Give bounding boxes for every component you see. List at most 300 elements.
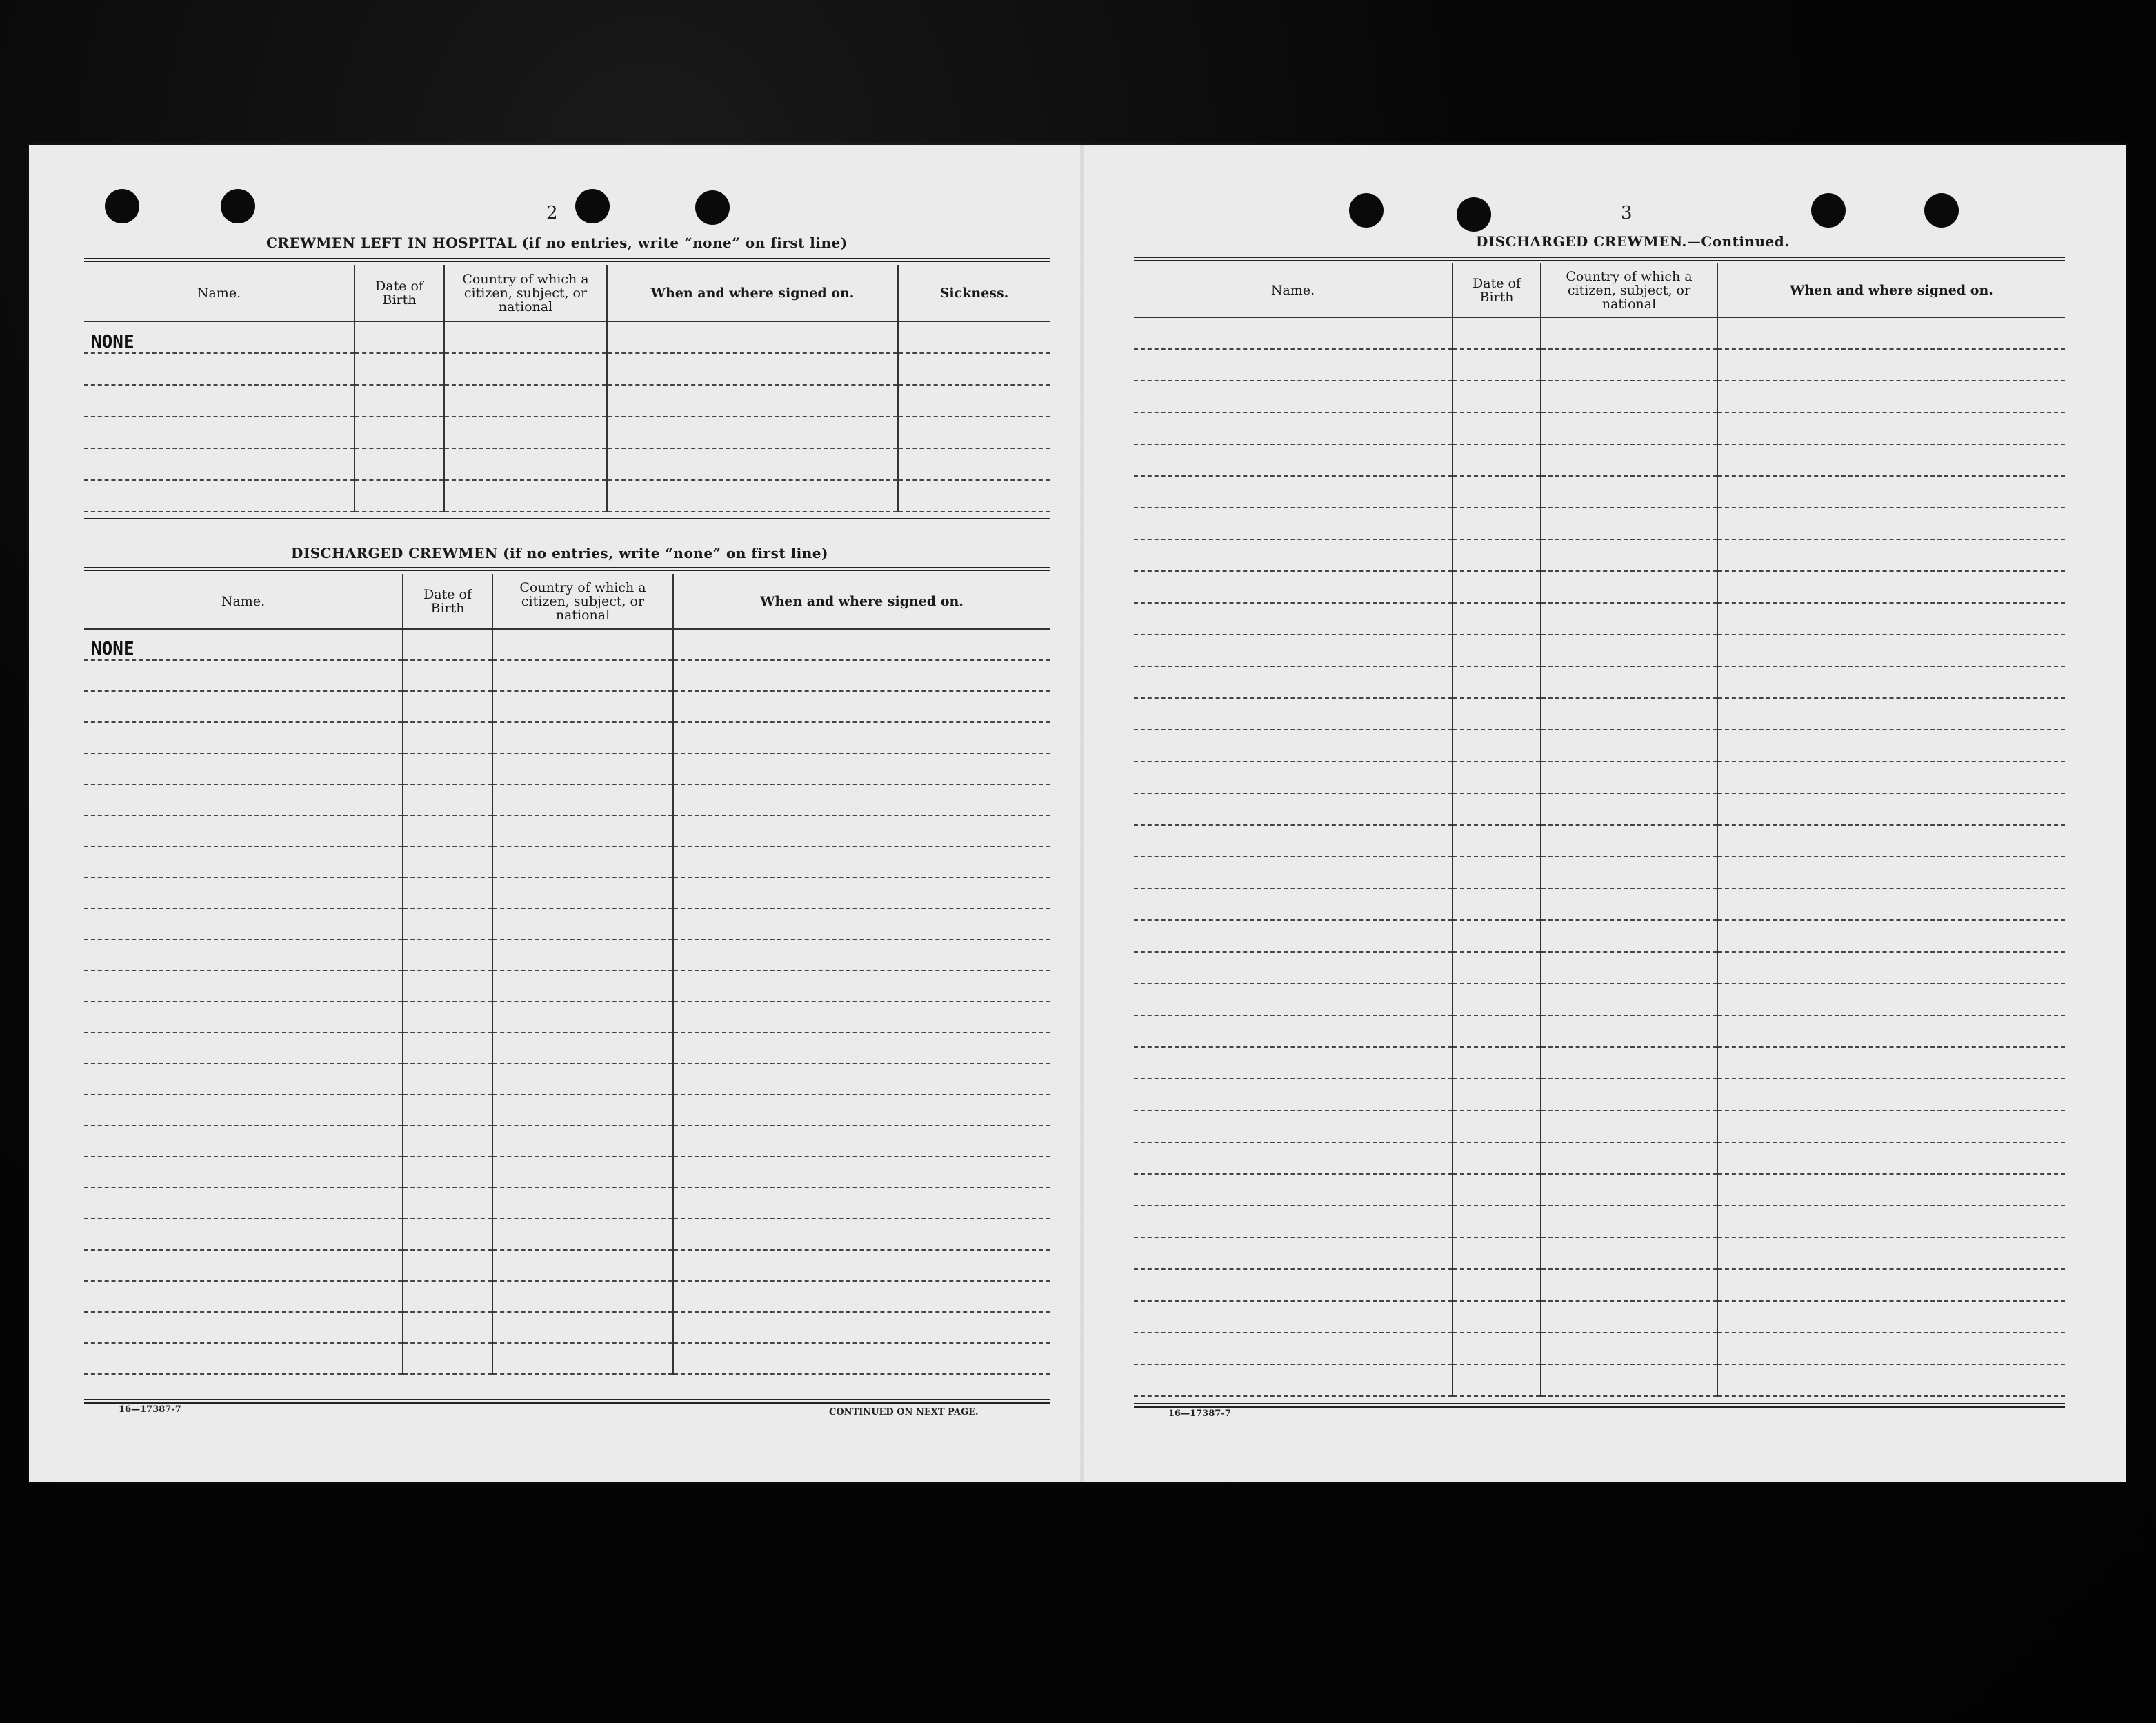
table-cell [84, 877, 403, 908]
left-page [29, 145, 1080, 1482]
table-cell [1134, 761, 1453, 793]
table-cell [492, 691, 673, 722]
table-cell [492, 1095, 673, 1126]
table-cell [355, 385, 444, 417]
table-cell [1541, 508, 1717, 539]
table-cell [1717, 508, 2065, 539]
table-cell [1134, 698, 1453, 730]
table-row [84, 1095, 1050, 1126]
table-cell [1453, 1111, 1541, 1142]
table-cell [1717, 1111, 2065, 1142]
table-cell [1453, 571, 1541, 603]
table-bottom-rule [84, 515, 1050, 519]
table-cell [84, 1157, 403, 1188]
table-cell [84, 722, 403, 753]
table-cell [607, 321, 898, 353]
table-cell [355, 353, 444, 385]
table-cell [84, 417, 355, 448]
table-cell [898, 448, 1050, 480]
table-cell [1717, 730, 2065, 761]
table-cell [1541, 571, 1717, 603]
table-cell [1717, 412, 2065, 444]
table-cell [1717, 1301, 2065, 1333]
table-cell [84, 784, 403, 815]
table-cell [673, 1002, 1050, 1033]
table-cell [1453, 825, 1541, 857]
table-cell [1717, 349, 2065, 381]
table-row [1134, 1333, 2065, 1364]
table-cell [1134, 952, 1453, 984]
right-page [1084, 145, 2126, 1482]
table-bottom-rule [1134, 1403, 2065, 1408]
table-cell [1134, 349, 1453, 381]
table-row [1134, 539, 2065, 571]
table-row [84, 815, 1050, 846]
table-cell [403, 877, 492, 908]
table-cell [403, 691, 492, 722]
table-cell [1453, 444, 1541, 476]
table-cell [1717, 1142, 2065, 1174]
table-cell [1134, 825, 1453, 857]
table-cell [1717, 952, 2065, 984]
table-row [1134, 349, 2065, 381]
table-cell [1134, 1333, 1453, 1364]
table-cell [673, 908, 1050, 939]
column-header-sickness: Sickness. [898, 265, 1050, 321]
table-cell [444, 417, 607, 448]
table-cell [1134, 1111, 1453, 1142]
column-header-signed-on: When and where signed on. [673, 574, 1050, 629]
table-cell [403, 1343, 492, 1374]
table-cell [1541, 793, 1717, 825]
table-row [1134, 1079, 2065, 1111]
table-cell [1541, 1174, 1717, 1206]
table-cell [492, 1312, 673, 1343]
table-cell [1717, 1015, 2065, 1047]
table-row [84, 353, 1050, 385]
table-cell [1541, 444, 1717, 476]
table-cell [1541, 539, 1717, 571]
table-cell [1717, 920, 2065, 952]
table-cell [492, 1157, 673, 1188]
table-cell [492, 1033, 673, 1064]
table-cell [607, 448, 898, 480]
table-cell [1717, 666, 2065, 698]
title-rule [84, 567, 1050, 571]
table-cell [1134, 1174, 1453, 1206]
table-cell [1453, 698, 1541, 730]
table-cell [1717, 857, 2065, 888]
table-cell [673, 753, 1050, 784]
table-cell [1134, 666, 1453, 698]
table-cell [492, 1002, 673, 1033]
table-cell [1453, 381, 1541, 412]
table-row [1134, 1206, 2065, 1237]
table-cell [1134, 571, 1453, 603]
table-cell [673, 1343, 1050, 1374]
table-cell [1541, 984, 1717, 1015]
table-row [84, 908, 1050, 939]
table-cell [1134, 635, 1453, 666]
table-cell [1541, 1015, 1717, 1047]
table-cell [492, 1188, 673, 1219]
table-cell [1717, 888, 2065, 920]
table-cell [1541, 1237, 1717, 1269]
table-cell [84, 1312, 403, 1343]
table-row [84, 970, 1050, 1002]
page-number: 3 [1621, 203, 1633, 223]
table-cell [1717, 476, 2065, 508]
table-cell [1717, 1364, 2065, 1396]
table-cell [1541, 476, 1717, 508]
table-cell [673, 1281, 1050, 1312]
discharged-table [84, 574, 1050, 1375]
table-cell [403, 1281, 492, 1312]
table-cell [355, 448, 444, 480]
punch-hole [695, 190, 730, 225]
table-row [84, 660, 1050, 691]
discharged-section-title: DISCHARGED CREWMEN (if no entries, write “none” on first line) [291, 545, 828, 561]
table-cell [1134, 1079, 1453, 1111]
table-cell [1541, 1333, 1717, 1364]
table-row [84, 1343, 1050, 1374]
table-cell [1453, 888, 1541, 920]
table-cell [1134, 508, 1453, 539]
table-cell [1541, 317, 1717, 349]
table-cell [1453, 1015, 1541, 1047]
table-cell [1134, 317, 1453, 349]
table-cell [1717, 1269, 2065, 1301]
table-row [84, 1188, 1050, 1219]
table-cell: NONE [84, 321, 355, 353]
table-cell [403, 970, 492, 1002]
table-cell [1717, 571, 2065, 603]
table-cell [403, 1033, 492, 1064]
table-row [1134, 508, 2065, 539]
table-cell [492, 1343, 673, 1374]
table-row [1134, 412, 2065, 444]
table-cell [673, 784, 1050, 815]
table-row [84, 1250, 1050, 1281]
column-header-name: Name. [1134, 263, 1453, 317]
table-row [1134, 793, 2065, 825]
table-cell [403, 908, 492, 939]
table-cell [403, 629, 492, 660]
table-cell [673, 660, 1050, 691]
table-cell [492, 1281, 673, 1312]
table-cell [355, 417, 444, 448]
title-rule [84, 258, 1050, 262]
table-row [84, 691, 1050, 722]
table-row [84, 877, 1050, 908]
table-cell [403, 660, 492, 691]
table-cell [1134, 603, 1453, 635]
table-cell [898, 480, 1050, 512]
table-cell [1134, 412, 1453, 444]
table-cell [492, 722, 673, 753]
table-cell [492, 660, 673, 691]
table-cell [1134, 1015, 1453, 1047]
table-cell [1134, 1364, 1453, 1396]
table-cell [84, 1281, 403, 1312]
table-cell [492, 908, 673, 939]
form-number: 16—17387-7 [119, 1404, 181, 1415]
table-row [1134, 857, 2065, 888]
table-cell [607, 417, 898, 448]
table-cell [403, 939, 492, 970]
column-header-signed-on: When and where signed on. [607, 265, 898, 321]
punch-hole [1924, 193, 1959, 228]
table-row [1134, 635, 2065, 666]
table-cell: NONE [84, 629, 403, 660]
table-row [1134, 666, 2065, 698]
table-cell [1453, 603, 1541, 635]
table-cell [84, 1033, 403, 1064]
punch-hole [221, 189, 255, 223]
table-cell [1717, 1047, 2065, 1079]
table-row [84, 629, 1050, 660]
table-row [84, 321, 1050, 353]
table-cell [673, 877, 1050, 908]
table-row [1134, 603, 2065, 635]
table-row [1134, 698, 2065, 730]
table-cell [1134, 730, 1453, 761]
table-cell [1453, 1269, 1541, 1301]
table-bottom-rule [84, 1399, 1050, 1404]
table-row [1134, 952, 2065, 984]
table-cell [1717, 444, 2065, 476]
table-cell [1134, 920, 1453, 952]
table-cell [673, 1126, 1050, 1157]
table-cell [84, 908, 403, 939]
table-cell [403, 1157, 492, 1188]
table-cell [1134, 1142, 1453, 1174]
form-sheet [29, 145, 2126, 1482]
table-cell [403, 1002, 492, 1033]
table-cell [1453, 317, 1541, 349]
table-row [1134, 444, 2065, 476]
table-cell [1453, 793, 1541, 825]
table-cell [1717, 761, 2065, 793]
table-row [1134, 1015, 2065, 1047]
table-cell [403, 1064, 492, 1095]
table-row [1134, 1364, 2065, 1396]
table-cell [84, 353, 355, 385]
table-cell [403, 1312, 492, 1343]
table-cell [1453, 1206, 1541, 1237]
table-cell [403, 753, 492, 784]
table-cell [1541, 1142, 1717, 1174]
column-header-signed-on: When and where signed on. [1717, 263, 2065, 317]
table-row [1134, 825, 2065, 857]
table-cell [84, 1002, 403, 1033]
table-cell [1541, 1047, 1717, 1079]
table-cell [1541, 825, 1717, 857]
table-cell [492, 1250, 673, 1281]
table-cell [84, 691, 403, 722]
discharged-continued-title: DISCHARGED CREWMEN.—Continued. [1476, 233, 1790, 250]
table-cell [1453, 539, 1541, 571]
table-cell [1453, 1333, 1541, 1364]
table-row [1134, 761, 2065, 793]
table-cell [403, 1219, 492, 1250]
table-row [84, 1002, 1050, 1033]
table-cell [84, 1188, 403, 1219]
table-cell [492, 784, 673, 815]
table-cell [1541, 761, 1717, 793]
table-cell [444, 448, 607, 480]
table-cell [1453, 1079, 1541, 1111]
table-cell [1453, 1364, 1541, 1396]
table-row [1134, 381, 2065, 412]
table-row [84, 385, 1050, 417]
column-header-name: Name. [84, 574, 403, 629]
table-row [1134, 1174, 2065, 1206]
table-cell [1134, 539, 1453, 571]
table-cell [1453, 730, 1541, 761]
table-cell [84, 448, 355, 480]
table-row [84, 1064, 1050, 1095]
table-cell [673, 1064, 1050, 1095]
table-row [1134, 1269, 2065, 1301]
punch-hole [1811, 193, 1846, 228]
table-row [84, 1157, 1050, 1188]
column-header-date-of-birth: Date of Birth [1453, 263, 1541, 317]
table-row [1134, 571, 2065, 603]
table-cell [1717, 381, 2065, 412]
punch-hole [1349, 193, 1384, 228]
table-cell [1453, 476, 1541, 508]
table-cell [673, 629, 1050, 660]
punch-hole [575, 189, 610, 223]
table-cell [1134, 476, 1453, 508]
punch-hole [1457, 197, 1491, 232]
table-cell [492, 815, 673, 846]
column-header-name: Name. [84, 265, 355, 321]
table-cell [492, 1064, 673, 1095]
table-cell [1541, 381, 1717, 412]
table-cell [84, 1219, 403, 1250]
table-row [1134, 888, 2065, 920]
table-cell [492, 846, 673, 877]
table-cell [1541, 412, 1717, 444]
table-cell [673, 722, 1050, 753]
table-cell [1541, 349, 1717, 381]
table-cell [1453, 349, 1541, 381]
table-row [84, 417, 1050, 448]
table-cell [1541, 1111, 1717, 1142]
table-row [84, 480, 1050, 512]
table-cell [403, 846, 492, 877]
table-cell [84, 1250, 403, 1281]
table-cell [1453, 984, 1541, 1015]
table-row [84, 1033, 1050, 1064]
table-cell [673, 1188, 1050, 1219]
table-row [1134, 1047, 2065, 1079]
table-cell [1453, 1174, 1541, 1206]
table-cell [1717, 603, 2065, 635]
table-cell [84, 1095, 403, 1126]
table-row [1134, 1111, 2065, 1142]
table-cell [444, 385, 607, 417]
table-cell [1134, 1269, 1453, 1301]
table-cell [492, 939, 673, 970]
table-cell [673, 691, 1050, 722]
table-cell [84, 846, 403, 877]
table-cell [1541, 1269, 1717, 1301]
table-cell [1541, 857, 1717, 888]
table-cell [492, 877, 673, 908]
table-cell [673, 939, 1050, 970]
table-cell [1453, 412, 1541, 444]
table-cell [1541, 730, 1717, 761]
table-cell [84, 1343, 403, 1374]
table-cell [403, 1250, 492, 1281]
table-cell [492, 1219, 673, 1250]
table-cell [444, 480, 607, 512]
table-cell [1134, 984, 1453, 1015]
table-cell [1717, 1079, 2065, 1111]
table-cell [1453, 1237, 1541, 1269]
table-cell [1717, 317, 2065, 349]
table-cell [403, 815, 492, 846]
table-cell [673, 815, 1050, 846]
table-cell [898, 353, 1050, 385]
table-cell [1453, 666, 1541, 698]
column-header-date-of-birth: Date of Birth [403, 574, 492, 629]
column-header-country: Country of which a citizen, subject, or national [444, 265, 607, 321]
table-cell [1717, 698, 2065, 730]
table-cell [1134, 1047, 1453, 1079]
table-cell [1134, 1301, 1453, 1333]
punch-hole [105, 189, 139, 223]
hospital-table [84, 265, 1050, 512]
table-cell [403, 1188, 492, 1219]
table-cell [1717, 984, 2065, 1015]
table-row [84, 1281, 1050, 1312]
table-cell [1453, 1047, 1541, 1079]
table-cell [1453, 1142, 1541, 1174]
table-row [84, 722, 1050, 753]
table-cell [84, 1126, 403, 1157]
table-cell [84, 1064, 403, 1095]
hospital-section-title: CREWMEN LEFT IN HOSPITAL (if no entries, write “none” on first line) [266, 235, 848, 251]
table-cell [355, 480, 444, 512]
table-cell [444, 353, 607, 385]
table-cell [1134, 1206, 1453, 1237]
table-row [1134, 1301, 2065, 1333]
table-cell [1717, 825, 2065, 857]
form-number: 16—17387-7 [1168, 1408, 1231, 1419]
table-cell [1134, 888, 1453, 920]
table-cell [673, 1250, 1050, 1281]
table-cell [355, 321, 444, 353]
table-cell [1134, 381, 1453, 412]
table-cell [1541, 603, 1717, 635]
table-cell [84, 970, 403, 1002]
table-cell [1717, 635, 2065, 666]
table-cell [1453, 1301, 1541, 1333]
table-cell [673, 970, 1050, 1002]
table-cell [1134, 793, 1453, 825]
table-cell [403, 1095, 492, 1126]
table-cell [1541, 888, 1717, 920]
table-row [1134, 984, 2065, 1015]
title-rule [1134, 257, 2065, 261]
table-cell [1134, 857, 1453, 888]
table-cell [492, 1126, 673, 1157]
table-cell [84, 939, 403, 970]
